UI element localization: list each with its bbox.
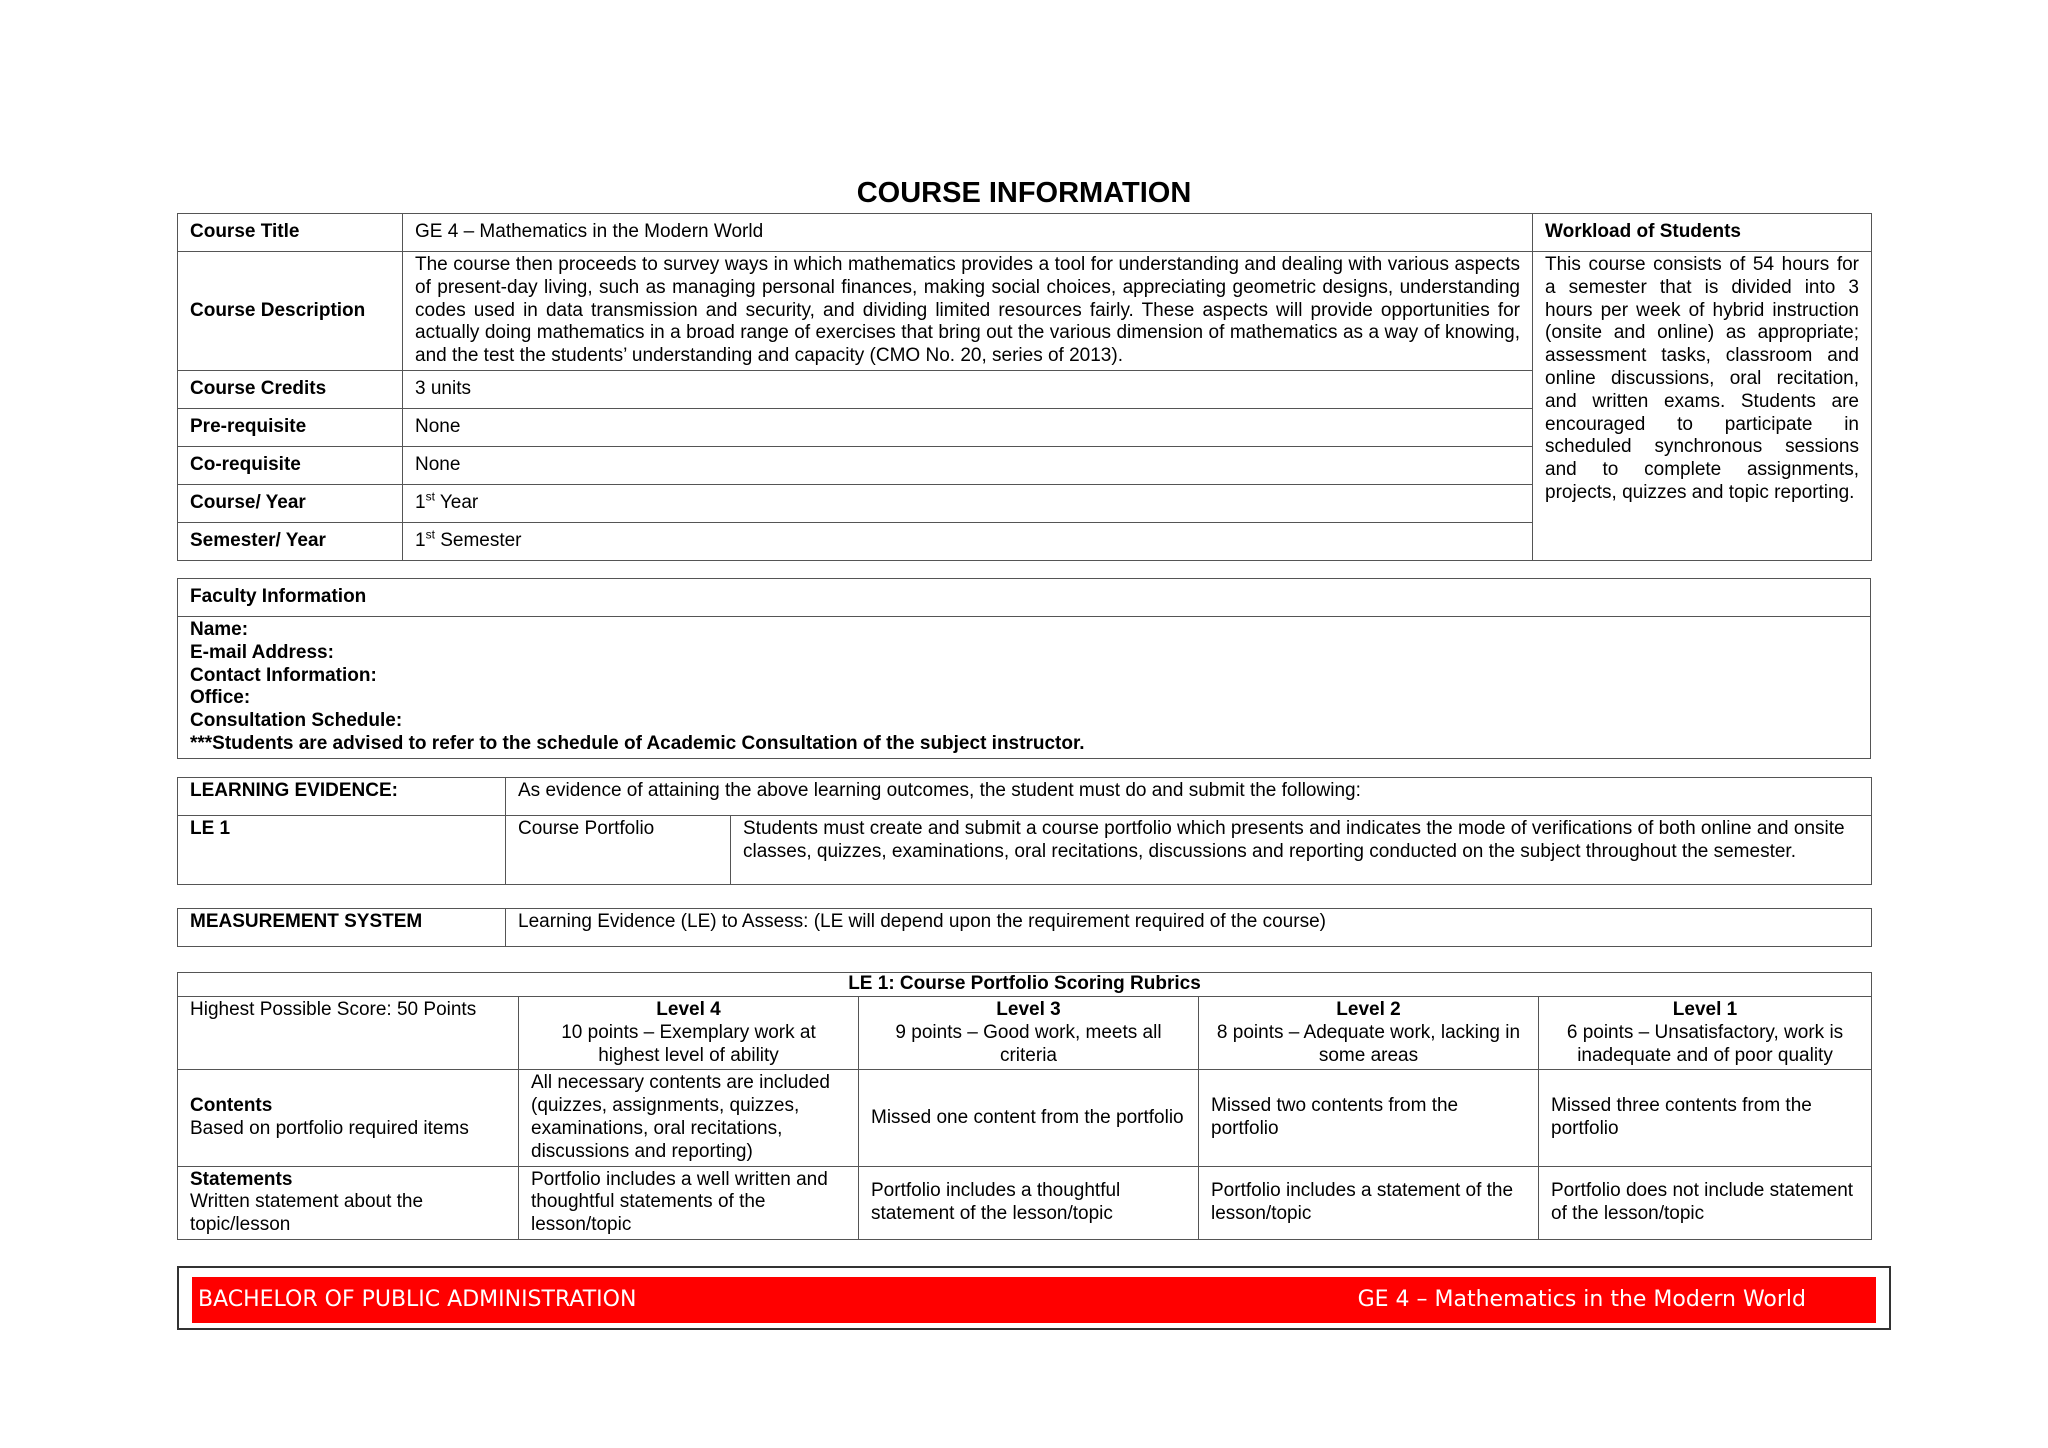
page-title: COURSE INFORMATION: [856, 177, 1192, 209]
prerequisite-value: None: [403, 408, 1533, 446]
faculty-info-body: [178, 617, 1871, 759]
faculty-info-header: Faculty Information: [178, 579, 1871, 617]
workload-label: Workload of Students: [1533, 214, 1872, 252]
le1-label: LE 1: [178, 816, 506, 885]
faculty-info-table: [177, 578, 1871, 759]
learning-evidence-label: LEARNING EVIDENCE:: [178, 778, 506, 816]
rubric-criterion-sub: Based on portfolio required items: [190, 1117, 469, 1139]
rubric-level-header: [859, 997, 1199, 1070]
faculty-contact-label: Contact Information:: [190, 664, 377, 686]
faculty-consultation-label: Consultation Schedule:: [190, 710, 403, 732]
faculty-office-label: Office:: [190, 687, 251, 709]
rubric-criterion: [178, 1070, 519, 1166]
rubric-criterion: [178, 1166, 519, 1239]
course-description-value: The course then proceeds to survey ways in which mathematics provides a tool for understanding and dealing with various aspects of present-day living, such as managing personal finances, making social choices, appreciating geometric designs, understanding codes used in data transmission and security, and dividing limited resources fairly. These aspects will provide opportunities for actually doing mathematics in a broad range of exercises that bring out the various dimension of mathematics as a way of knowing, and the test the students’ understanding and capacity (CMO No. 20, series of 2013).: [403, 252, 1533, 371]
rubric-level-header: [1539, 997, 1872, 1070]
rubric-cell: Portfolio does not include statement of the lesson/topic: [1539, 1166, 1872, 1239]
faculty-note: ***Students are advised to refer to the schedule of Academic Consultation of the subject instructor.: [190, 732, 1085, 754]
faculty-name-label: Name:: [190, 619, 249, 640]
course-info-table: [177, 213, 1872, 561]
course-year-value: 1st Year: [403, 484, 1533, 522]
footer-bar: [192, 1277, 1876, 1323]
rubric-cell: Missed three contents from the portfolio: [1539, 1070, 1872, 1166]
rubric-level-name: Level 3: [996, 999, 1061, 1020]
semester-year-value: 1st Semester: [403, 522, 1533, 560]
course-title-value: GE 4 – Mathematics in the Modern World: [403, 214, 1533, 252]
corequisite-value: None: [403, 446, 1533, 484]
learning-evidence-table: [177, 777, 1872, 885]
measurement-system-table: [177, 908, 1872, 947]
rubric-criterion-sub: Written statement about the topic/lesson: [190, 1191, 424, 1236]
rubric-hps: Highest Possible Score: 50 Points: [178, 997, 519, 1070]
course-credits-value: 3 units: [403, 370, 1533, 408]
footer-program: BACHELOR OF PUBLIC ADMINISTRATION: [198, 1287, 637, 1313]
le1-name: Course Portfolio: [506, 816, 731, 885]
rubric-row: [178, 1166, 1872, 1239]
semester-year-label: Semester/ Year: [178, 522, 403, 560]
rubric-level-name: Level 2: [1336, 999, 1401, 1020]
rubric-level-desc: 10 points – Exemplary work at highest level of ability: [561, 1021, 816, 1066]
rubric-criterion-name: Statements: [190, 1168, 293, 1190]
measurement-system-label: MEASUREMENT SYSTEM: [178, 909, 506, 947]
le1-description: Students must create and submit a course portfolio which presents and indicates the mode of verifications of both online and onsite classes, quizzes, examinations, oral recitations, discussions and reporting conducted on the subject throughout the semester.: [731, 816, 1872, 885]
rubric-table: [177, 972, 1872, 1240]
rubric-criterion-name: Contents: [190, 1095, 273, 1117]
rubric-level-desc: 9 points – Good work, meets all criteria: [895, 1021, 1162, 1066]
rubric-level-name: Level 4: [656, 999, 721, 1020]
faculty-email-label: E-mail Address:: [190, 641, 334, 663]
rubric-cell: Missed two contents from the portfolio: [1199, 1070, 1539, 1166]
course-description-label: Course Description: [178, 252, 403, 371]
rubric-row: [178, 1070, 1872, 1166]
footer: [177, 1266, 1891, 1330]
rubric-cell: Portfolio includes a well written and thoughtful statements of the lesson/topic: [519, 1166, 859, 1239]
course-year-label: Course/ Year: [178, 484, 403, 522]
rubric-cell: Portfolio includes a thoughtful statement of the lesson/topic: [859, 1166, 1199, 1239]
rubric-cell: Portfolio includes a statement of the lesson/topic: [1199, 1166, 1539, 1239]
rubric-level-desc: 6 points – Unsatisfactory, work is inadequate and of poor quality: [1566, 1021, 1844, 1066]
rubric-cell: Missed one content from the portfolio: [859, 1070, 1199, 1166]
workload-value: This course consists of 54 hours for a semester that is divided into 3 hours per week of hybrid instruction (onsite and online) as appropriate; assessment tasks, classroom and online discussions, oral recitation, and written exams. Students are encouraged to participate in scheduled synchronous sessions and to complete assignments, projects, quizzes and topic reporting.: [1533, 252, 1872, 561]
measurement-system-value: Learning Evidence (LE) to Assess: (LE will depend upon the requirement required of the course): [506, 909, 1872, 947]
rubric-level-name: Level 1: [1672, 999, 1738, 1020]
footer-course: GE 4 – Mathematics in the Modern World: [1357, 1287, 1806, 1313]
corequisite-label: Co-requisite: [178, 446, 403, 484]
course-credits-label: Course Credits: [178, 370, 403, 408]
rubric-level-header: [519, 997, 859, 1070]
rubric-level-desc: 8 points – Adequate work, lacking in some areas: [1216, 1021, 1521, 1066]
rubric-cell: All necessary contents are included (quizzes, assignments, quizzes, examinations, oral recitations, discussions and reporting): [519, 1070, 859, 1166]
rubric-level-header: [1199, 997, 1539, 1070]
prerequisite-label: Pre-requisite: [178, 408, 403, 446]
course-title-label: Course Title: [178, 214, 403, 252]
rubric-title: LE 1: Course Portfolio Scoring Rubrics: [178, 973, 1872, 997]
learning-evidence-intro: As evidence of attaining the above learning outcomes, the student must do and submit the following:: [506, 778, 1872, 816]
